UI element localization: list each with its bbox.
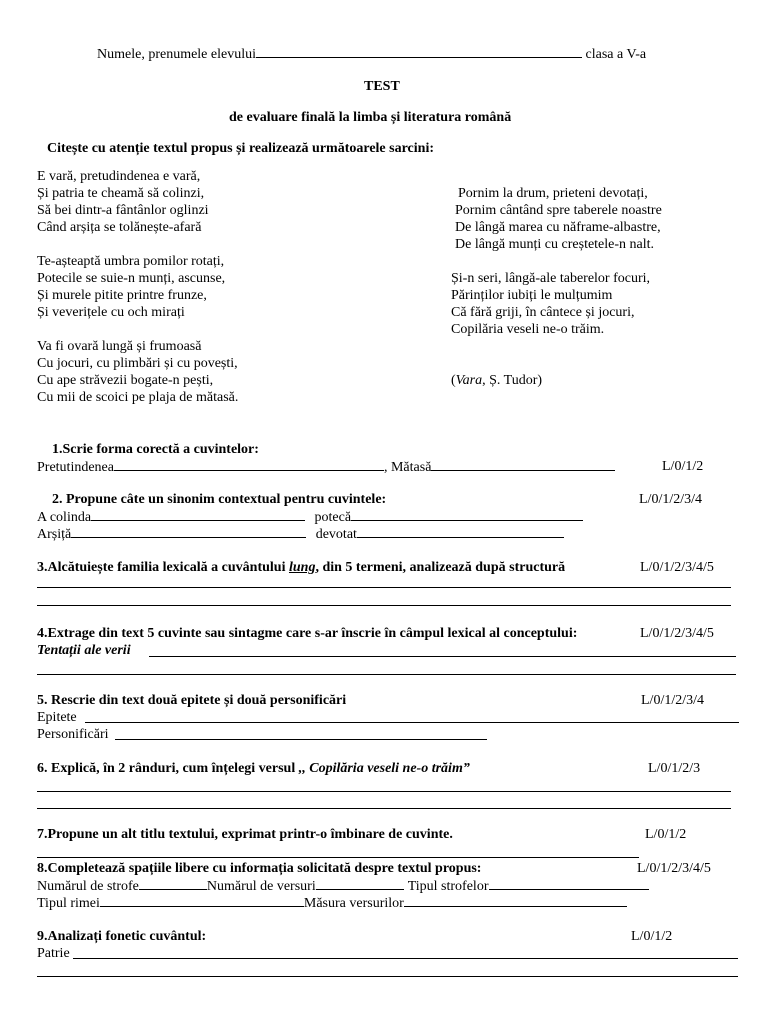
task-2-answer-4[interactable] [357, 525, 564, 538]
task-4-score: L/0/1/2/3/4/5 [640, 626, 714, 641]
verse-line: Va fi ovară lungă și frumoasă [37, 339, 202, 354]
task-2-word-3: Arșiță [37, 527, 72, 542]
task-6-answer-line-1[interactable] [37, 791, 731, 792]
page-title: TEST [364, 79, 400, 94]
task-8-row-2 [37, 894, 627, 912]
poem-right-stanza-1 [455, 185, 662, 253]
source-title: Vara [455, 373, 483, 388]
task-4-answer-line-2[interactable] [37, 674, 736, 675]
task-3-word: lung [288, 560, 316, 575]
verse-line: Cu mii de scoici pe plaja de mătasă. [37, 390, 239, 405]
verse-line: Că fără griji, în cântece și jocuri, [451, 305, 635, 320]
instruction-text: Citește cu atenție textul propus și realizează următoarele sarcini: [47, 141, 434, 156]
task-8-answer-1[interactable] [139, 877, 207, 890]
task-9-score: L/0/1/2 [631, 929, 673, 944]
task-8-title: 8.Completează spațiile libere cu informația solicitată despre textul propus: [37, 861, 482, 876]
task-8-field-5: Măsura versurilor [303, 896, 404, 911]
task-6-quote: ,, Copilăria veseli ne-o trăim” [298, 761, 470, 776]
source-author: , Ș. Tudor) [482, 373, 543, 388]
task-3-answer-line-1[interactable] [37, 587, 731, 588]
poem-source [451, 372, 542, 389]
task-3-title-pre: 3.Alcătuiește familia lexicală a cuvântului [37, 560, 289, 575]
task-5-label-2: Personificări [37, 727, 109, 742]
task-1-fields [37, 458, 615, 476]
task-4-concept: Tentații ale verii [37, 643, 131, 658]
task-8-field-3: Tipul strofelor [407, 879, 489, 894]
verse-line: Cu ape străvezii bogate-n pești, [37, 373, 214, 388]
task-1-answer-2[interactable] [431, 458, 615, 471]
task-5-title: 5. Rescrie din text două epitete și două personificări [37, 693, 347, 708]
task-8-field-1: Numărul de strofe [37, 879, 139, 894]
task-2-answer-1[interactable] [91, 508, 305, 521]
task-7-title: 7.Propune un alt titlu textului, exprimat printr-o îmbinare de cuvinte. [37, 827, 453, 842]
verse-line: Pornim la drum, prieteni devotați, [458, 186, 648, 201]
task-1-word-2: , Mătasă [383, 460, 432, 475]
verse-line: Și-n seri, lângă-ale taberelor focuri, [451, 271, 651, 286]
verse-line: E vară, pretudindenea e vară, [37, 169, 201, 184]
verse-line: Și veverițele cu och mirați [37, 305, 185, 320]
task-2-word-2: potecă [314, 510, 352, 525]
task-1-score: L/0/1/2 [662, 459, 704, 474]
task-7-answer-line[interactable] [37, 857, 639, 858]
verse-line: Să bei dintr-a fântânlor oglinzi [37, 203, 209, 218]
task-1-title: 1.Scrie forma corectă a cuvintelor: [52, 442, 259, 457]
task-6-answer-line-2[interactable] [37, 808, 731, 809]
task-2-title: 2. Propune câte un sinonim contextual pentru cuvintele: [52, 492, 387, 507]
task-1-answer-1[interactable] [114, 458, 384, 471]
name-label: Numele, prenumele elevului [97, 47, 256, 62]
task-2-word-1: A colinda [37, 510, 92, 525]
verse-line: Pornim cântând spre taberele noastre [455, 203, 662, 218]
source-open: ( [451, 373, 456, 388]
task-8-row-1 [37, 877, 649, 895]
task-5-answer-line-2[interactable] [115, 739, 487, 740]
task-8-field-2: Numărul de versuri [206, 879, 316, 894]
task-9-answer-line-2[interactable] [37, 976, 738, 977]
task-1-word-1: Pretutindenea [37, 460, 114, 475]
task-9-title: 9.Analizați fonetic cuvântul: [37, 929, 207, 944]
verse-line: Te-așteaptă umbra pomilor rotați, [37, 254, 225, 269]
verse-line: Părinților iubiți le mulțumim [451, 288, 613, 303]
page-subtitle: de evaluare finală la limba și literatura română [229, 110, 512, 125]
task-5-score: L/0/1/2/3/4 [641, 693, 704, 708]
poem-right-stanza-2 [451, 270, 650, 338]
task-2-word-4: devotat [315, 527, 357, 542]
task-8-answer-3[interactable] [489, 877, 649, 890]
task-9-answer-line-1[interactable] [73, 958, 738, 959]
task-2-answer-2[interactable] [351, 508, 583, 521]
verse-line: Potecile se suie-n munți, ascunse, [37, 271, 226, 286]
task-9-word: Patrie [37, 946, 70, 961]
task-8-answer-2[interactable] [316, 877, 404, 890]
verse-line: Și murele pitite printre frunze, [37, 288, 207, 303]
verse-line: De lângă marea cu năframe-albastre, [455, 220, 661, 235]
verse-line: Când arșița se tolănește-afară [37, 220, 202, 235]
poem-left-stanza-2 [37, 253, 225, 321]
task-6-score: L/0/1/2/3 [648, 761, 701, 776]
task-2-row-2 [37, 525, 564, 543]
task-7-score: L/0/1/2 [645, 827, 687, 842]
task-8-answer-5[interactable] [404, 894, 627, 907]
task-2-answer-3[interactable] [71, 525, 306, 538]
verse-line: De lângă munți cu creștetele-n nalt. [455, 237, 655, 252]
task-4-answer-line-1[interactable] [149, 656, 736, 657]
task-3-score: L/0/1/2/3/4/5 [640, 560, 714, 575]
poem-left-stanza-1 [37, 168, 209, 236]
task-3-title [37, 559, 565, 576]
verse-line: Și patria te cheamă să colinzi, [37, 186, 205, 201]
task-2-row-1 [37, 508, 583, 526]
verse-line: Copilăria veseli ne-o trăim. [451, 322, 605, 337]
task-3-title-post: , din 5 termeni, analizează după structură [315, 560, 566, 575]
task-8-score: L/0/1/2/3/4/5 [637, 861, 711, 876]
class-label: clasa a V-a [585, 47, 647, 62]
task-4-title: 4.Extrage din text 5 cuvinte sau sintagme care s-ar înscrie în câmpul lexical al conceptului: [37, 626, 578, 641]
task-6-title [37, 760, 470, 777]
verse-line: Cu jocuri, cu plimbări și cu povești, [37, 356, 238, 371]
task-8-answer-4[interactable] [100, 894, 304, 907]
name-input-line[interactable] [256, 45, 582, 58]
student-name-row [97, 45, 646, 63]
task-5-answer-line-1[interactable] [85, 722, 739, 723]
task-6-title-pre: 6. Explică, în 2 rânduri, cum înțelegi versul [37, 761, 299, 776]
task-3-answer-line-2[interactable] [37, 605, 731, 606]
task-8-field-4: Tipul rimei [37, 896, 100, 911]
poem-left-stanza-3 [37, 338, 238, 406]
task-2-score: L/0/1/2/3/4 [639, 492, 702, 507]
task-5-label-1: Epitete [37, 710, 77, 725]
